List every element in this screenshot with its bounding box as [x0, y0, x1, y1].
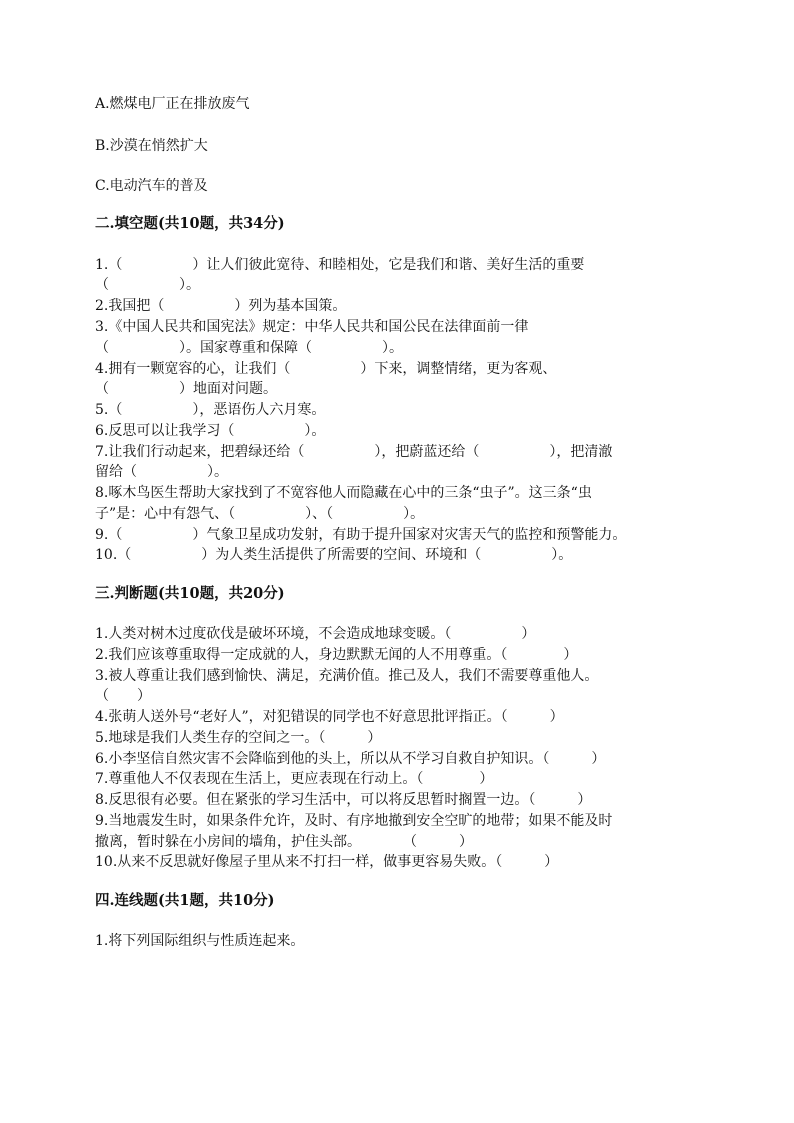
fill-blank-line: 7.让我们行动起来，把碧绿还给（ ），把蔚蓝还给（ ），把清澈 [95, 444, 613, 460]
true-false-line: 5.地球是我们人类生存的空间之一。（ ） [95, 730, 382, 746]
true-false-line: 10.从来不反思就好像屋子里从来不打扫一样，做事更容易失败。（ ） [95, 854, 559, 870]
true-false-line: （ ） [95, 688, 151, 704]
option-a: A.燃煤电厂正在排放废气 [95, 96, 250, 112]
fill-blank-line: 6.反思可以让我学习（ ）。 [95, 423, 326, 439]
true-false-line: 2.我们应该尊重取得一定成就的人，身边默默无闻的人不用尊重。（ ） [95, 647, 578, 663]
matching-line: 1.将下列国际组织与性质连起来。 [95, 933, 305, 949]
option-b: B.沙漠在悄然扩大 [95, 138, 208, 154]
true-false-line: 3.被人尊重让我们感到愉快、满足，充满价值。推己及人，我们不需要尊重他人。 [95, 668, 599, 684]
fill-blank-line: （ ）地面对问题。 [95, 381, 277, 397]
true-false-line: 7.尊重他人不仅表现在生活上，更应表现在行动上。（ ） [95, 771, 494, 787]
fill-blank-line: 10.（ ）为人类生活提供了所需要的空间、环境和（ ）。 [95, 547, 573, 563]
fill-blank-line: 5.（ ），恶语伤人六月寒。 [95, 402, 326, 418]
true-false-line: 4.张萌人送外号“老好人”，对犯错误的同学也不好意思批评指正。（ ） [95, 709, 564, 725]
option-c: C.电动汽车的普及 [95, 178, 208, 194]
fill-blank-line: （ ）。国家尊重和保障（ ）。 [95, 340, 403, 356]
true-false-line: 6.小李坚信自然灾害不会降临到他的头上，所以从不学习自救自护知识。（ ） [95, 751, 606, 767]
fill-blank-line: 4.拥有一颗宽容的心，让我们（ ）下来，调整情绪，更为客观、 [95, 361, 557, 377]
fill-blank-line: 1.（ ）让人们彼此宽待、和睦相处，它是我们和谐、美好生活的重要 [95, 257, 585, 273]
fill-blank-line: 8.啄木鸟医生帮助大家找到了不宽容他人而隐藏在心中的三条“虫子”。这三条“虫 [95, 485, 592, 501]
fill-blank-line: （ ）。 [95, 277, 200, 293]
fill-blank-line: 9.（ ）气象卫星成功发射，有助于提升国家对灾害天气的监控和预警能力。 [95, 527, 627, 543]
section-heading-true-false: 三.判断题(共10题，共20分) [95, 585, 285, 602]
fill-blank-line: 2.我国把（ ）列为基本国策。 [95, 298, 347, 314]
fill-blank-line: 子”是：心中有怨气、（ ）、（ ）。 [95, 506, 425, 522]
true-false-line: 8.反思很有必要。但在紧张的学习生活中，可以将反思暂时搁置一边。（ ） [95, 792, 592, 808]
section-heading-matching: 四.连线题(共1题，共10分) [95, 892, 275, 909]
true-false-line: 1.人类对树木过度砍伐是破坏环境，不会造成地球变暖。（ ） [95, 626, 536, 642]
true-false-line: 撤离，暂时躲在小房间的墙角，护住头部。 （ ） [95, 834, 473, 850]
section-heading-fill-blank: 二.填空题(共10题，共34分) [95, 215, 285, 232]
fill-blank-line: 3.《中国人民共和国宪法》规定：中华人民共和国公民在法律面前一律 [95, 319, 529, 335]
true-false-line: 9.当地震发生时，如果条件允许，及时、有序地撤到安全空旷的地带；如果不能及时 [95, 813, 613, 829]
fill-blank-line: 留给（ ）。 [95, 464, 228, 480]
